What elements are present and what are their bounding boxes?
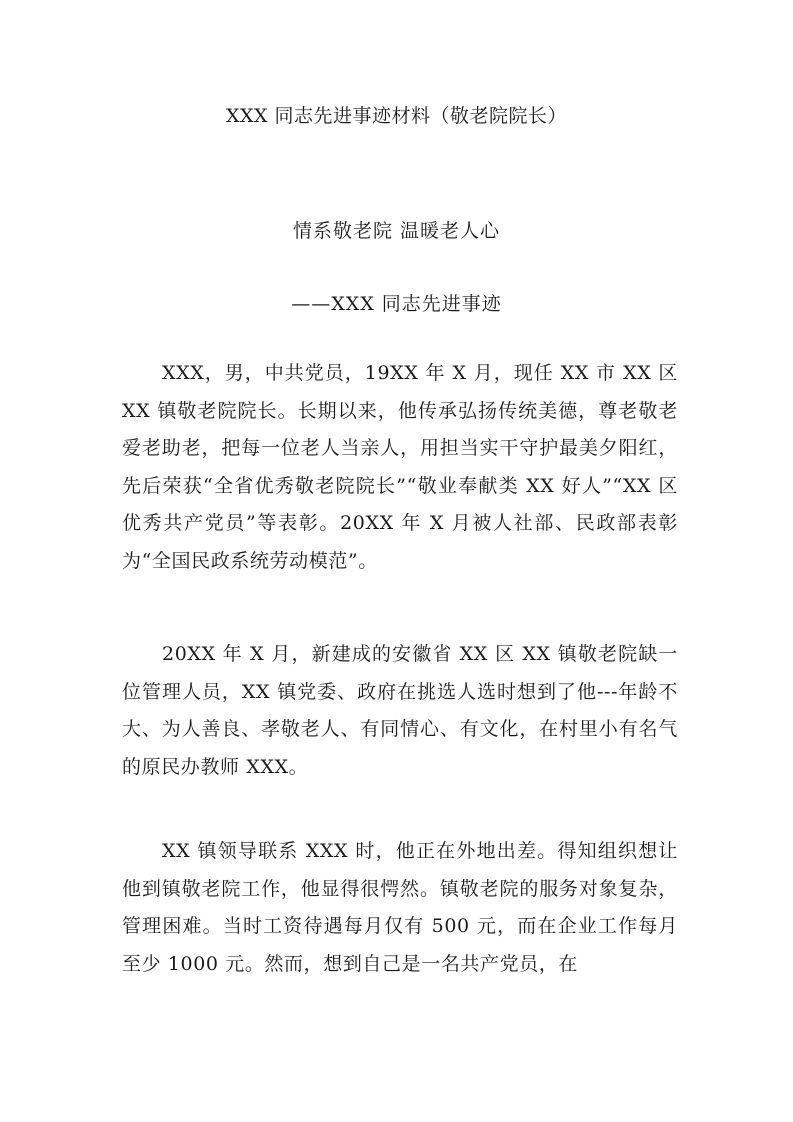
paragraph: XX 镇领导联系 XXX 时，他正在外地出差。得知组织想让他到镇敬老院工作，他显得很愕然。镇敬老院的服务对象复杂，管理困难。当时工资待遇每月仅有 500 元，而在企业工作每月至少 1000 元。然而，想到自己是一名共产党员，在 bbox=[122, 840, 678, 975]
paragraph: 20XX 年 X 月，新建成的安徽省 XX 区 XX 镇敬老院缺一位管理人员，XX 镇党委、政府在挑选人选时想到了他---年龄不大、为人善良、孝敬老人、有同情心、有文化，在村里小有名气的原民办教师 XXX。 bbox=[122, 643, 678, 778]
paragraph: XXX，男，中共党员，19XX 年 X 月，现任 XX 市 XX 区 XX 镇敬老院院长。长期以来，他传承弘扬传统美德，尊老敬老爱老助老，把每一位老人当亲人，用担当实干守护最美夕阳红，先后荣获“全省优秀敬老院院长”“敬业奉献类 XX 好人”“XX 区优秀共产党员”等表彰。20XX 年 X 月被人社部、民政部表彰为“全国民政系统劳动模范”。 bbox=[122, 362, 678, 572]
document-title: XXX 同志先进事迹材料（敬老院院长） bbox=[225, 105, 568, 127]
document-heading: 情系敬老院 温暖老人心 bbox=[292, 220, 501, 242]
document-byline: ——XXX 同志先进事迹 bbox=[291, 293, 502, 315]
